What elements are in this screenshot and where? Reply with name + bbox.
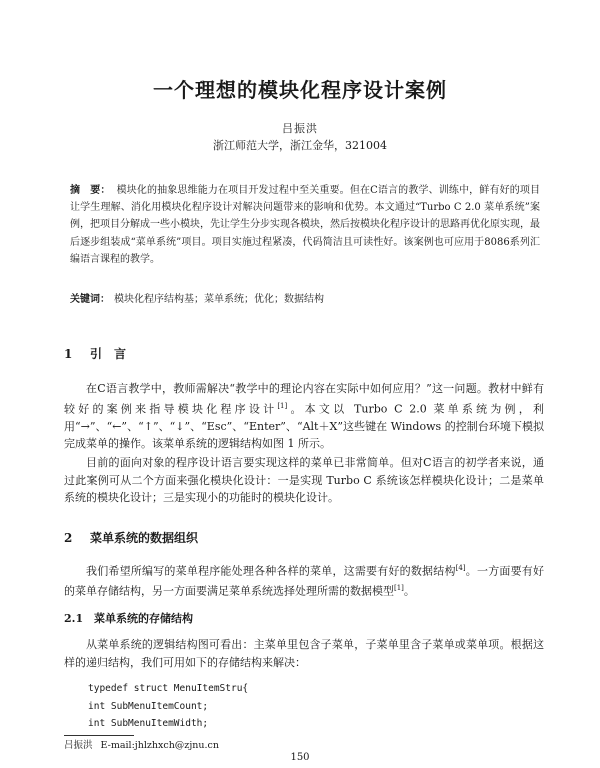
keywords-text: 模块化程序结构基；菜单系统；优化；数据结构 [114,294,324,305]
intro-p1-text: 在C语言教学中，教师需解决“教学中的理论内容在实际中如何应用？”这一问题。教材中鲜有较好的案例来指导模块化程序设计 [64,382,544,416]
citation: [4] [455,564,466,572]
intro-paragraph-1 [64,380,544,453]
intro-p1-text-cont: 。本文以 Turbo C 2.0 菜单系统为例，利用“→”、“←”、“↑”、“↓”、“Esc”、“Enter”、“Alt＋X”这些键在 Windows 的控制台环境下模拟完成菜单的操作。该菜单系统的逻辑结构如图 1 所示。 [64,402,544,451]
subsection-title: 菜单系统的存储结构 [94,612,193,625]
author-affiliation: 浙江师范大学，浙江金华，321004 [213,139,387,152]
s2-p1-text: 我们希望所编写的菜单程序能处理各种各样的菜单，这需要有好的数据结构 [86,564,456,578]
intro-paragraph-2: 目前的面向对象的程序设计语言要实现这样的菜单已非常简单。但对C语言的初学者来说，通过此案例可从二个方面来强化模块化设计：一是实现 Turbo C 系统该怎样模块化设计；二是菜单系统的模块化设计；三是实现小的功能时的模块化设计。 [64,456,544,504]
keywords-label: 关键词： [70,294,110,305]
code-line: int SubMenuItemWidth; [88,718,209,729]
author-name: 吕振洪 [282,122,318,135]
section2-paragraph-1 [64,560,544,600]
footnote-author: 吕振洪 [64,740,93,751]
section-number: 1 [64,347,73,361]
abstract-text: 模块化的抽象思维能力在项目开发过程中至关重要。但在C语言的教学、训练中，鲜有好的项目让学生理解、消化用模块化程序设计对解决问题带来的影响和优势。本文通过“Turbo C 2.0 菜单系统”案例，把项目分解成一些小模块，先让学生分步实现各模块，然后按模块化程序设计的思路再优化原实现，最后逐步组装成“菜单系统”项目。项目实施过程紧凑，代码简洁且可读性好。该案例也可应用于8086系列汇编语言课程的教学。 [70,185,541,265]
footnote-rule [64,735,134,736]
abstract [70,182,540,268]
code-block [88,680,248,733]
footnote [64,737,219,751]
citation: [1] [277,401,288,410]
code-line: int SubMenuItemCount; [88,700,209,712]
section-heading-data-organization [64,529,198,546]
keywords [70,292,540,308]
section-title: 菜单系统的数据组织 [90,531,199,545]
s2-p1-text-end: 。 [403,584,415,598]
section-number: 2 [64,531,73,545]
paper-title: 一个理想的模块化程序设计案例 [153,78,447,102]
code-line: typedef struct MenuItemStru{ [88,683,249,694]
subsection-heading-storage-structure [64,610,193,626]
page-number: 150 [290,752,310,763]
s2-p1-text-mid: 。一方面要有好的菜单存储结构，另一方面要满足菜单系统选择处理所需的数据模型 [64,564,545,598]
subsection-paragraph: 从菜单系统的逻辑结构图可看出：主菜单里包含子菜单，子菜单里含子菜单或菜单项。根据这样的递归结构，我们可用如下的存储结构来解决： [64,638,544,669]
abstract-label: 摘 要： [70,185,111,196]
section-title: 引 言 [90,347,127,361]
subsection-number: 2.1 [64,612,84,625]
section-heading-introduction [64,345,126,362]
citation: [1] [394,584,404,593]
footnote-email: E-mail:jhlzhxch@zjnu.cn [100,740,219,751]
